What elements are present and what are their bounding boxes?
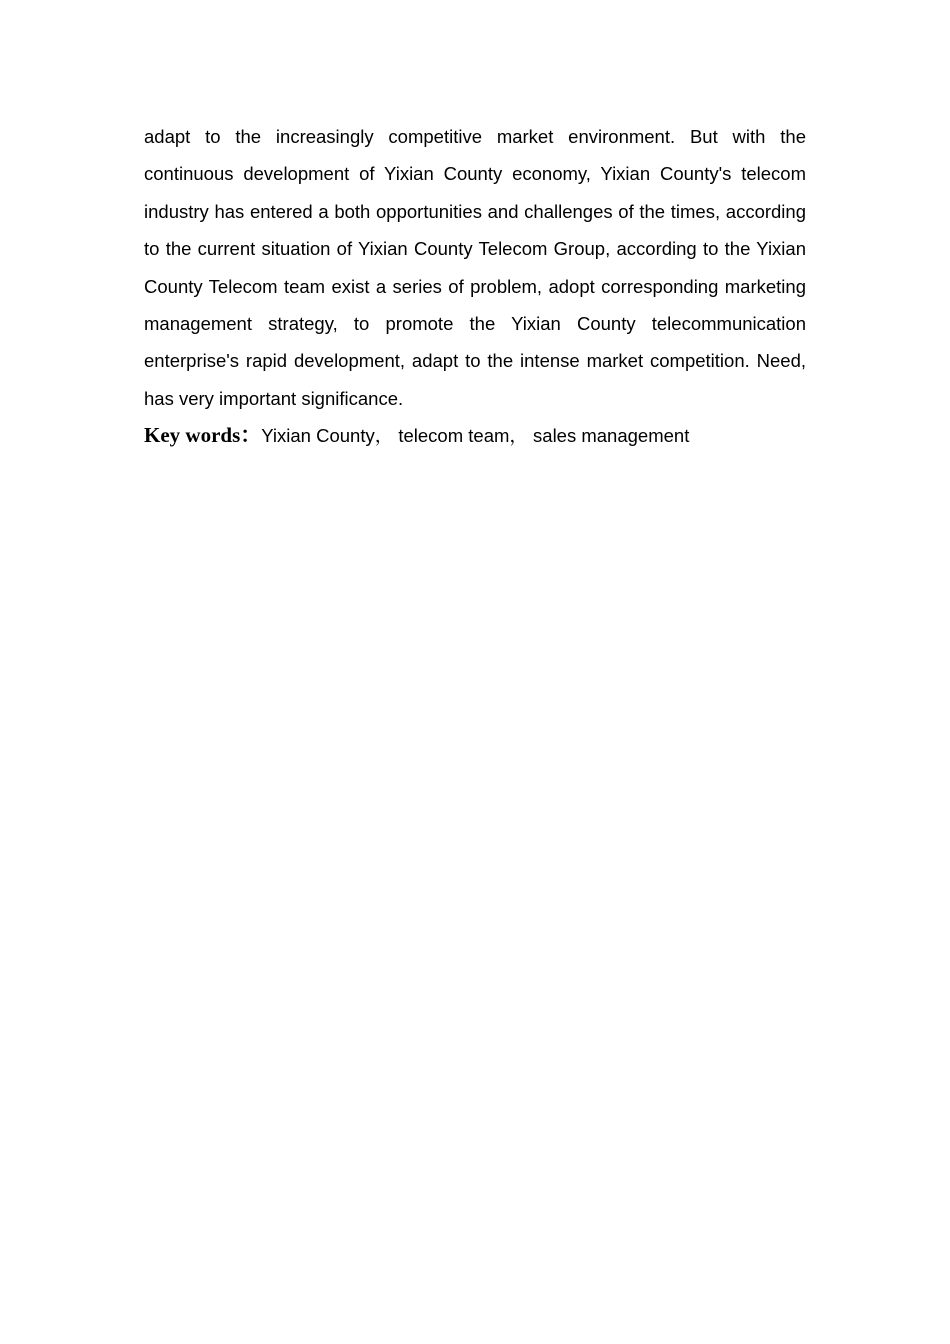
keywords-values: Yixian County， telecom team， sales management [261, 425, 690, 447]
abstract-section [144, 118, 806, 456]
abstract-paragraph: adapt to the increasingly competitive market environment. But with the continuous development of Yixian County economy, Yixian County's telecom industry has entered a both opportunities and challenges of the times, according to the current situation of Yixian County Telecom Group, according to the Yixian County Telecom team exist a series of problem, adopt corresponding marketing management strategy, to promote the Yixian County telecommunication enterprise's rapid development, adapt to the intense market competition. Need, has very important significance. [144, 126, 806, 409]
keywords-label: Key words： [144, 423, 262, 448]
keywords-line [144, 417, 806, 456]
